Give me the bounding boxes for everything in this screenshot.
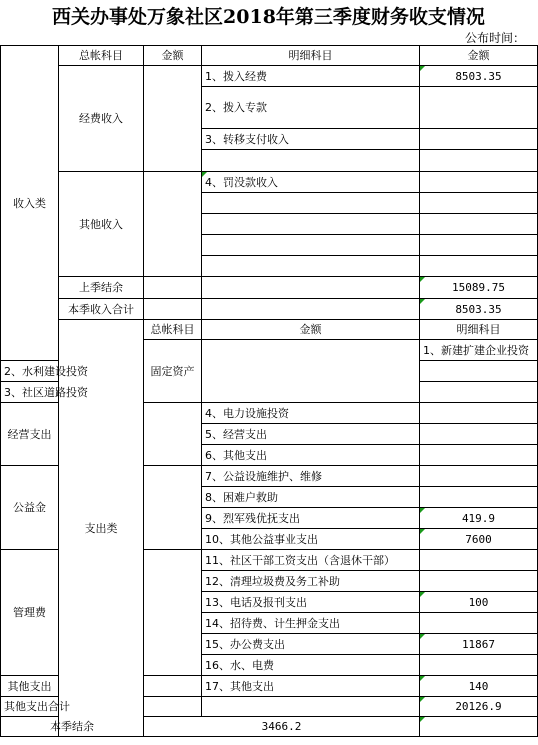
detail-item: 5、经营支出 bbox=[202, 424, 420, 445]
detail-amount: 419.9 bbox=[420, 508, 538, 529]
detail-item: 8、困难户救助 bbox=[202, 487, 420, 508]
last-balance-row bbox=[1, 277, 538, 299]
empty-cell bbox=[144, 299, 202, 320]
detail-item: 7、公益设施维护、维修 bbox=[202, 466, 420, 487]
balance-label: 本季结余 bbox=[1, 717, 144, 737]
detail-item bbox=[202, 214, 420, 235]
col-header-amount: 金额 bbox=[144, 46, 202, 66]
detail-amount bbox=[420, 172, 538, 193]
detail-amount bbox=[420, 424, 538, 445]
detail-amount: 140 bbox=[420, 676, 538, 697]
detail-item: 16、水、电费 bbox=[202, 655, 420, 676]
col-header-amount: 金额 bbox=[202, 320, 420, 340]
detail-amount bbox=[420, 150, 538, 172]
detail-item bbox=[202, 256, 420, 277]
income-total-row bbox=[1, 299, 538, 320]
detail-amount bbox=[420, 466, 538, 487]
detail-item: 3、转移支付收入 bbox=[202, 129, 420, 150]
balance-row bbox=[1, 717, 538, 737]
detail-item: 15、办公费支出 bbox=[202, 634, 420, 655]
detail-item: 13、电话及报刊支出 bbox=[202, 592, 420, 613]
table-row bbox=[1, 172, 538, 193]
detail-item bbox=[202, 150, 420, 172]
detail-amount bbox=[420, 87, 538, 129]
detail-amount: 7600 bbox=[420, 529, 538, 550]
col-header-detail: 明细科目 bbox=[202, 46, 420, 66]
detail-amount bbox=[420, 235, 538, 256]
detail-item: 11、社区干部工资支出（含退休干部） bbox=[202, 550, 420, 571]
empty-cell bbox=[202, 277, 420, 299]
publish-time-label: 公布时间： bbox=[464, 31, 525, 45]
detail-amount bbox=[420, 403, 538, 424]
group-name: 公益金 bbox=[1, 466, 59, 550]
group-amount bbox=[144, 550, 202, 676]
empty-cell bbox=[144, 277, 202, 299]
group-amount bbox=[144, 466, 202, 550]
detail-amount bbox=[420, 487, 538, 508]
detail-amount bbox=[420, 214, 538, 235]
group-amount bbox=[144, 172, 202, 277]
group-name: 固定资产 bbox=[144, 340, 202, 403]
detail-item: 2、水利建设投资 bbox=[1, 361, 59, 382]
empty-cell bbox=[144, 697, 202, 717]
income-total-label: 本季收入合计 bbox=[59, 299, 144, 320]
detail-item: 1、拨入经费 bbox=[202, 66, 420, 87]
detail-amount bbox=[420, 129, 538, 150]
detail-amount bbox=[420, 571, 538, 592]
table-row bbox=[1, 66, 538, 87]
detail-item: 4、罚没款收入 bbox=[202, 172, 420, 193]
empty-cell bbox=[202, 697, 420, 717]
income-header-row bbox=[1, 46, 538, 66]
detail-item: 12、清理垃圾费及务工补助 bbox=[202, 571, 420, 592]
detail-amount bbox=[420, 361, 538, 382]
group-amount bbox=[144, 66, 202, 172]
detail-amount bbox=[420, 445, 538, 466]
last-balance-label: 上季结余 bbox=[59, 277, 144, 299]
group-name: 经营支出 bbox=[1, 403, 59, 466]
detail-amount bbox=[420, 256, 538, 277]
col-header-account: 总帐科目 bbox=[144, 320, 202, 340]
detail-item: 2、拨入专款 bbox=[202, 87, 420, 129]
group-amount bbox=[202, 340, 420, 403]
col-header-account: 总帐科目 bbox=[59, 46, 144, 66]
expense-total-amount: 20126.9 bbox=[420, 697, 538, 717]
detail-item: 3、社区道路投资 bbox=[1, 382, 59, 403]
detail-amount bbox=[420, 193, 538, 214]
balance-amount: 3466.2 bbox=[144, 717, 420, 737]
detail-amount: 8503.35 bbox=[420, 66, 538, 87]
group-name: 经费收入 bbox=[59, 66, 144, 172]
expense-header-row bbox=[1, 320, 538, 340]
last-balance-amount: 15089.75 bbox=[420, 277, 538, 299]
empty-cell bbox=[420, 717, 538, 737]
detail-item: 4、电力设施投资 bbox=[202, 403, 420, 424]
detail-item: 14、招待费、计生押金支出 bbox=[202, 613, 420, 634]
detail-item: 1、新建扩建企业投资 bbox=[420, 340, 538, 361]
detail-item bbox=[202, 193, 420, 214]
group-name: 其他收入 bbox=[59, 172, 144, 277]
detail-item: 6、其他支出 bbox=[202, 445, 420, 466]
expense-category-label: 支出类 bbox=[59, 320, 144, 737]
expense-total-label: 其他支出合计 bbox=[1, 697, 59, 717]
detail-amount: 11867 bbox=[420, 634, 538, 655]
income-total-amount: 8503.35 bbox=[420, 299, 538, 320]
income-category-label: 收入类 bbox=[1, 46, 59, 361]
group-name: 管理费 bbox=[1, 550, 59, 676]
detail-amount bbox=[420, 613, 538, 634]
group-amount bbox=[144, 676, 202, 697]
detail-amount: 100 bbox=[420, 592, 538, 613]
detail-item: 9、烈军残优抚支出 bbox=[202, 508, 420, 529]
detail-item bbox=[202, 235, 420, 256]
col-header-detail: 明细科目 bbox=[420, 320, 538, 340]
detail-amount bbox=[420, 655, 538, 676]
empty-cell bbox=[202, 299, 420, 320]
report-title: 西关办事处万象社区2018年第三季度财务收支情况 bbox=[52, 6, 485, 28]
detail-item: 10、其他公益事业支出 bbox=[202, 529, 420, 550]
group-name: 其他支出 bbox=[1, 676, 59, 697]
detail-amount bbox=[420, 550, 538, 571]
detail-amount bbox=[420, 382, 538, 403]
col-header-detail-amount: 金额 bbox=[420, 46, 538, 66]
detail-item: 17、其他支出 bbox=[202, 676, 420, 697]
finance-table bbox=[0, 45, 538, 737]
group-amount bbox=[144, 403, 202, 466]
